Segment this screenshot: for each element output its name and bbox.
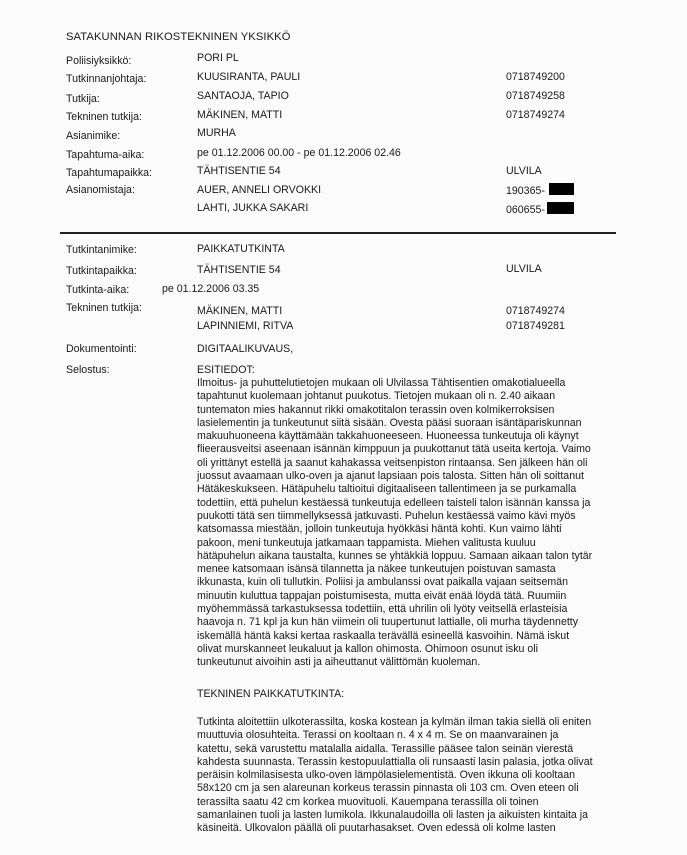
case-label: Poliisiyksikkö: [66, 55, 132, 67]
case-phone: 0718749274 [506, 109, 565, 121]
case-value: MURHA [197, 127, 236, 139]
text-line: Hätäkeskukseen. Hätäpuhelu taltioitui digitaaliseen tallentimeen ja se purkamalla [197, 483, 577, 496]
organization-title: SATAKUNNAN RIKOSTEKNINEN YKSIKKÖ [66, 31, 291, 43]
technician-phone: 0718749281 [506, 320, 565, 332]
redaction-bar [547, 202, 574, 214]
case-label: Tutkinnanjohtaja: [66, 73, 147, 85]
technician-name: LAPINNIEMI, RITVA [197, 320, 294, 332]
investigation-place-value: TÄHTISENTIE 54 [197, 264, 281, 276]
text-line: minuutin kuluttua tappajan poistumisesta, mutta eivät enää löydä tätä. Ruumiin [197, 589, 567, 602]
text-line: katettu, sekä varustettu matalalla aidalla. Terassille pääsee talon seinän vierestä [197, 742, 574, 755]
case-value: TÄHTISENTIE 54 [197, 165, 281, 177]
text-line: katsomassa miestään, jolloin tunkeutuja hyökkäsi häntä kohti. Kun vaimo lähti [197, 523, 562, 536]
text-line: tunkeutunut aivoihin asti ja aiheuttanut välittömän kuoleman. [197, 656, 481, 669]
case-id: 190365- [506, 185, 545, 197]
investigation-type-value: PAIKKATUTKINTA [197, 243, 285, 255]
text-line: tapahtunut kuolemaan johtanut puukotus. Tietojen mukaan oli n. 2.40 aikaan [197, 390, 556, 403]
case-label: Tapahtumapaikka: [66, 167, 152, 179]
case-city: ULVILA [506, 165, 542, 177]
report-label: Selostus: [66, 364, 110, 376]
report-paragraph [197, 716, 617, 836]
section-heading: ESITIEDOT: [197, 364, 255, 376]
text-line: olivat murskanneet leukaluut ja kallon ohimosta. Ohimoon osunut isku oli [197, 642, 538, 655]
text-line: iskemällä häntä kaksi kertaa raskaalla terävällä esineellä kasvoihin. Nämä iskut [197, 629, 570, 642]
technician-label: Tekninen tutkija: [66, 302, 142, 314]
text-line: peräisin kolmilasisesta ulko-oven lämpölasielementistä. Oven ikkuna oli kooltaan [197, 769, 576, 782]
case-label: Tutkija: [66, 93, 100, 105]
text-line: hätäpuhelun aikana taustalta, kunnes se yhtäkkiä loppuu. Samaan aikaan talon tytär [197, 549, 593, 562]
case-value: MÄKINEN, MATTI [197, 109, 283, 121]
text-line: haavoja n. 71 kpl ja kun hän viimein oli tuupertunut lattialle, oli murha täydennetty [197, 616, 579, 629]
report-paragraph [197, 377, 617, 670]
case-value: AUER, ANNELI ORVOKKI [197, 184, 322, 196]
text-line: Ilmoitus- ja puhuttelutietojen mukaan oli Ulvilassa Tähtisentien omakotialueella [197, 377, 566, 389]
text-line: terassilta saatu 42 cm korkea muovituoli. Kauempana terassilla oli toinen [197, 795, 539, 808]
case-value: KUUSIRANTA, PAULI [197, 71, 301, 83]
case-value: pe 01.12.2006 00.00 - pe 01.12.2006 02.46 [197, 147, 401, 159]
text-line: todettiin, että puhelun kestäessä tunkeutuja edelleen taisteli talon isännän kanssa ja [197, 496, 591, 509]
case-phone: 0718749200 [506, 71, 565, 83]
investigation-city: ULVILA [506, 263, 542, 275]
text-line: käsineitä. Ulkovalon päällä oli puutarhasakset. Oven edessä oli kolme lasten [197, 822, 556, 835]
text-line: Tutkinta aloitettiin ulkoterassilta, koska kostean ja kylmän ilman takia siellä oli eniten [197, 716, 592, 728]
text-line: flieerausveitsi aseenaan isännän kimppuun ja puukottanut tätä useita kertoja. Vaimo [197, 443, 591, 456]
documentation-label: Dokumentointi: [66, 343, 137, 355]
text-line: samanlainen tuoli ja lasten lumikola. Ikkunalaudoilla oli lasten ja aikuisten kintaita ja [197, 809, 589, 822]
case-label: Tapahtuma-aika: [66, 149, 145, 161]
text-line: kahdesta suunnasta. Terassin kestopuulattialla oli runsaasti lasin palasia, jotka olivat [197, 755, 593, 768]
text-line: makuuhuoneena käyttämään takkahuoneeseen. Huoneessa tunkeutuja oli käynyt [197, 430, 579, 443]
text-line: menee katsomaan isänsä tilannetta ja näkee tunkeutujen poistuvan samasta [197, 563, 556, 576]
technician-phone: 0718749274 [506, 305, 565, 317]
redaction-bar [549, 183, 574, 195]
case-phone: 0718749258 [506, 90, 565, 102]
text-line: juossut avaamaan ulko-oven ja ajanut lapsiaan pois talosta. Sitten hän oli soittanut [197, 470, 584, 483]
case-label: Asianomistaja: [66, 184, 135, 196]
text-line: puukotti tätä sen tiimmellyksessä jatkuvasti. Puhelun kestäessä vaimo kävi myös [197, 509, 576, 522]
investigation-time-value: pe 01.12.2006 03.35 [162, 283, 260, 295]
case-id: 060655- [506, 204, 545, 216]
technician-name: MÄKINEN, MATTI [197, 305, 283, 317]
text-line: myöhemmässä tarkastuksessa todettiin, että uhrilin oli lyöty veitsellä erlasteisia [197, 603, 568, 616]
text-line: 58x120 cm ja sen alareunan korkeus terassin pinnasta oli 103 cm. Oven eteen oli [197, 782, 579, 795]
section-divider [60, 232, 616, 234]
case-value: SANTAOJA, TAPIO [197, 90, 289, 102]
case-label: Asianimike: [66, 130, 121, 142]
section-heading: TEKNINEN PAIKKATUTKINTA: [197, 688, 345, 700]
case-value: PORI PL [197, 52, 239, 64]
text-line: tuntematon mies hakannut rikki omakotitalon terassin oven kolmikerroksisen [197, 403, 555, 416]
investigation-time-label: Tutkinta-aika: [66, 284, 130, 296]
investigation-type-label: Tutkintanimike: [66, 244, 137, 256]
text-line: lasielementin ja tunkeutunut siitä sisään. Ovesta pääsi suoraan isäntäpariskunnan [197, 416, 582, 429]
text-line: muuttuvia olosuhteita. Terassi on kooltaan n. 4 x 4 m. Se on maanvarainen ja [197, 729, 559, 742]
text-line: ikkunasta, kuin oli tullutkin. Poliisi ja ambulanssi ovat paikalla vajaan seitsemän [197, 576, 568, 589]
case-label: Tekninen tutkija: [66, 111, 142, 123]
text-line: pakoon, meni tunkeutuja jatkamaan tappamista. Miehen valitusta kuuluu [197, 536, 536, 549]
documentation-value: DIGITAALIKUVAUS, [197, 343, 294, 355]
investigation-place-label: Tutkintapaikka: [66, 265, 137, 277]
case-value: LAHTI, JUKKA SAKARI [197, 202, 309, 214]
text-line: oli yrittänyt estellä ja saanut kahakassa veitsenpiston rintaansa. Sen jälkeen hän oli [197, 456, 588, 469]
